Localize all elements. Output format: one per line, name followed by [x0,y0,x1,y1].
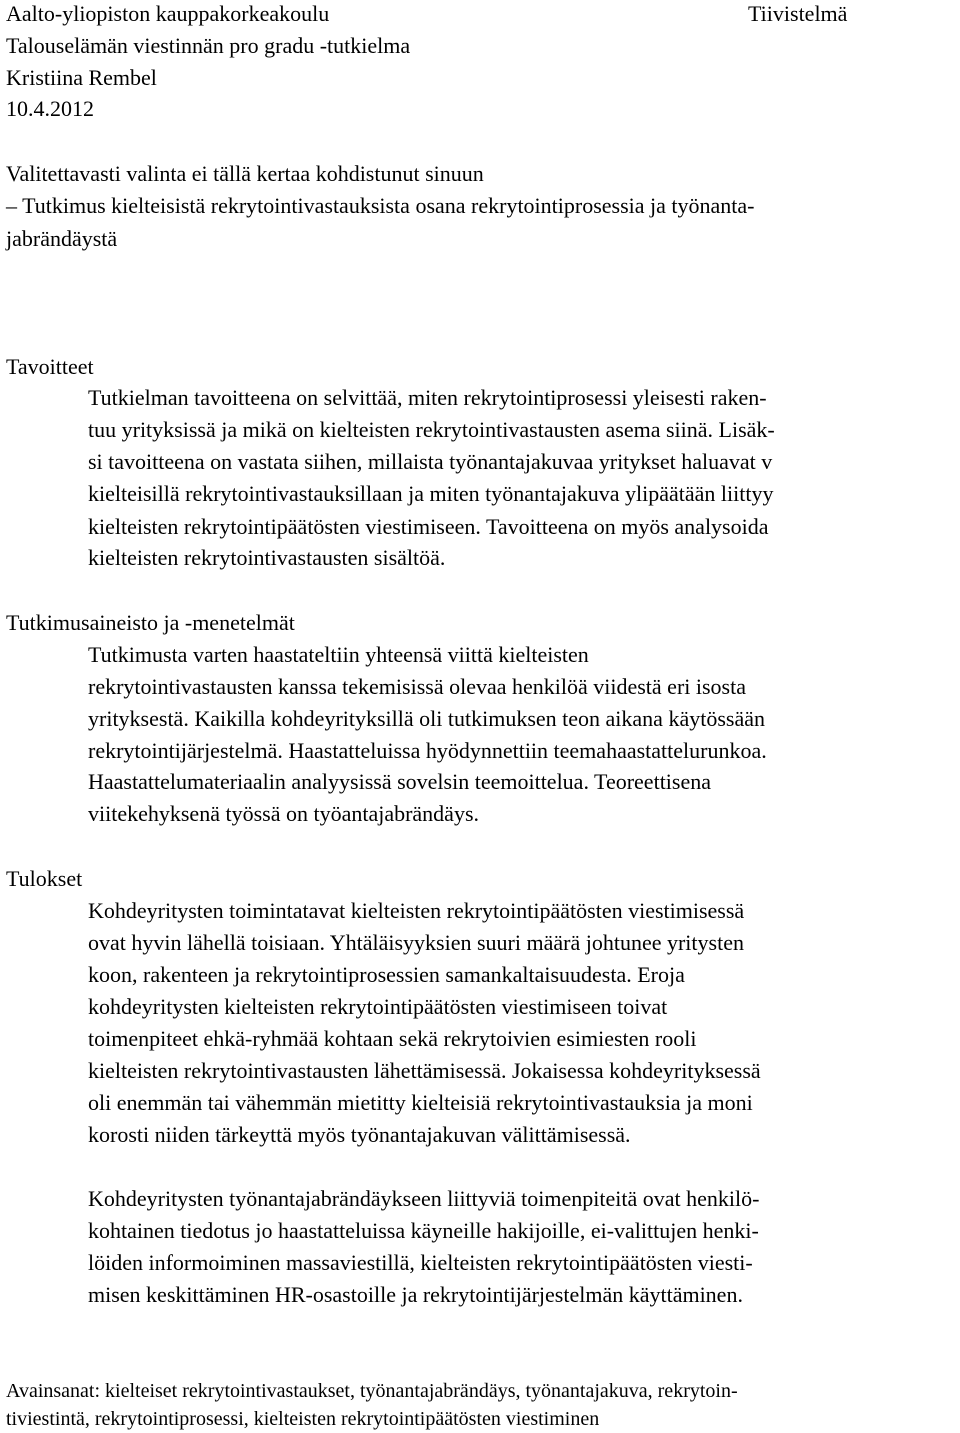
results-line: korosti niiden tärkeyttä myös työnantajakuvan välittämisessä. [88,1122,631,1147]
date: 10.4.2012 [6,96,94,121]
goals-line: Tutkielman tavoitteena on selvittää, miten rekrytointiprosessi yleisesti raken- [88,385,767,410]
program-name: Talouselämän viestinnän pro gradu -tutkielma [6,33,411,58]
results-line: Kohdeyritysten työnantajabrändäykseen liittyviä toimenpiteitä ovat henkilö- [88,1186,760,1211]
keywords-line-2: tiviestintä, rekrytointiprosessi, kielteisten rekrytointipäätösten viestiminen [6,1408,600,1430]
keywords-line-1: Avainsanat: kielteiset rekrytointivastaukset, työnantajabrändäys, työnantajakuva, rekrytoin- [6,1380,738,1402]
methods-line: rekrytointijärjestelmä. Haastatteluissa hyödynnettiin teemahaastattelurunkoa. [88,738,767,763]
methods-line: Haastattelumateriaalin analyysissä sovelsin teemoittelua. Teoreettisena [88,769,712,794]
goals-line: si tavoitteena on vastata siihen, millaista työnantajakuvaa yritykset haluavat v [88,449,773,474]
document-type: Tiivistelmä [748,1,848,26]
goals-line: kielteisillä rekrytointivastauksillaan ja miten työnantajakuva ylipäätään liittyy [88,481,774,506]
results-line: misen keskittäminen HR-osastoille ja rekrytointijärjestelmän käyttäminen. [88,1282,743,1307]
school-name: Aalto-yliopiston kauppakorkeakoulu [6,1,330,26]
results-line: Kohdeyritysten toimintatavat kielteisten rekrytointipäätösten viestimisessä [88,898,745,923]
results-heading: Tulokset [6,866,83,891]
results-line: kohdeyritysten kielteisten rekrytointipäätösten viestimiseen toivat [88,994,668,1019]
title-line-2: – Tutkimus kielteisistä rekrytointivastauksista osana rekrytointiprosessia ja työnanta- [6,193,755,218]
goals-heading: Tavoitteet [6,354,94,379]
title-line-3: jabrändäystä [6,226,118,251]
results-line: löiden informoiminen massaviestillä, kielteisten rekrytointipäätösten viesti- [88,1250,753,1275]
goals-line: tuu yrityksissä ja mikä on kielteisten rekrytointivastausten asema siinä. Lisäk- [88,417,775,442]
methods-heading: Tutkimusaineisto ja -menetelmät [6,610,295,635]
methods-line: viitekehyksenä työssä on työantajabrändäys. [88,801,480,826]
methods-line: rekrytointivastausten kanssa tekemisissä olevaa henkilöä viidestä eri isosta [88,674,746,699]
results-line: ovat hyvin lähellä toisiaan. Yhtäläisyyksien suuri määrä johtunee yritysten [88,930,744,955]
methods-line: Tutkimusta varten haastateltiin yhteensä viittä kielteisten [88,642,589,667]
results-line: koon, rakenteen ja rekrytointiprosessien samankaltaisuudesta. Eroja [88,962,685,987]
goals-line: kielteisten rekrytointipäätösten viestimiseen. Tavoitteena on myös analysoida [88,514,769,539]
results-line: toimenpiteet ehkä-ryhmää kohtaan sekä rekrytoivien esimiesten rooli [88,1026,697,1051]
author-name: Kristiina Rembel [6,65,157,90]
results-line: oli enemmän tai vähemmän mietitty kielteisiä rekrytointivastauksia ja moni [88,1090,753,1115]
results-line: kohtainen tiedotus jo haastatteluissa käyneille hakijoille, ei-valittujen henki- [88,1218,759,1243]
methods-line: yrityksestä. Kaikilla kohdeyrityksillä oli tutkimuksen teon aikana käytössään [88,706,765,731]
goals-line: kielteisten rekrytointivastausten sisältöä. [88,545,446,570]
results-line: kielteisten rekrytointivastausten lähettämisessä. Jokaisessa kohdeyrityksessä [88,1058,761,1083]
title-line-1: Valitettavasti valinta ei tällä kertaa kohdistunut sinuun [6,161,484,186]
